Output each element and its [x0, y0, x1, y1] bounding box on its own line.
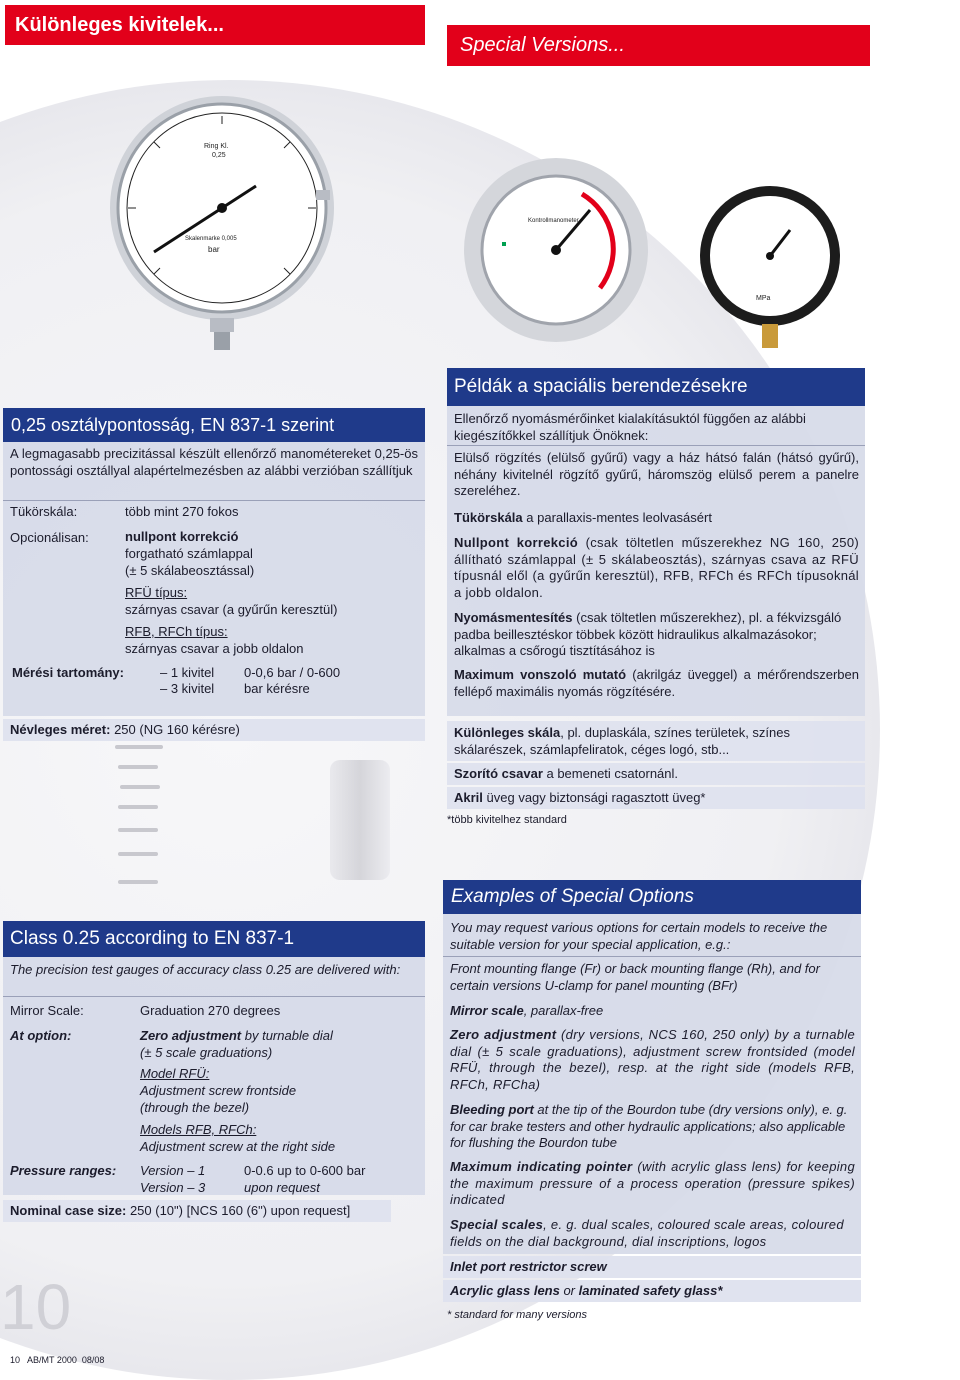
- hu-opt-rfb-text: szárnyas csavar a jobb oldalon: [125, 641, 304, 656]
- en-size-label: Nominal case size:: [10, 1203, 127, 1218]
- hu-opt-zero-line2: (± 5 skálabeosztással): [125, 563, 255, 578]
- en-right-item-bleeding: Bleeding port at the tip of the Bourdon tube (dry versions only), e. g. for car brake testers and other hydraulic applications; also applicable for flushing the Bourdon tube: [450, 1102, 848, 1150]
- en-opt-rfb-title: Models RFB, RFCh:: [140, 1122, 257, 1137]
- hu-opt-rfu-text: szárnyas csavar (a gyűrűn keresztül): [125, 602, 338, 617]
- hungarian-header: [5, 5, 425, 45]
- en-right-item-mirror: Mirror scale, parallax-free: [450, 1003, 604, 1018]
- hu-right-item-zero: Nullpont korrekció (csak töltetlen műszerekhez NG 160, 250) állítható számlappal (± 5 skálabeosztás), szárnyas csava az RFÜ típusnál elől (a gyűrűn keresztül), RFB, RFCh és RFCh típusoknál a jobb oldalon.: [454, 535, 860, 600]
- en-right-item-inlet: Inlet port restrictor screw: [450, 1259, 607, 1274]
- hu-range-label: Mérési tartomány:: [12, 665, 124, 680]
- hu-right-item-max-pointer: Maximum vonszoló mutató (akrilgáz üveggel) a mérőrendszerben fellépő maximális nyomás rögzítésére.: [454, 667, 859, 699]
- gauge1-unit-label: bar: [208, 245, 220, 254]
- gauge2-brand-label: Kontrollmanometer: [528, 218, 579, 224]
- en-right-item-mounting: Front mounting flange (Fr) or back mounting flange (Rh), and for certain versions U-clamp for panel mounting (BFr): [450, 961, 820, 993]
- hu-opt-zero-title: nullpont korrekció: [125, 529, 239, 544]
- en-range-value2: upon request: [244, 1180, 320, 1195]
- hu-opt-zero-line1: forgatható számlappal: [125, 546, 253, 561]
- gauge1-class-label: 0,25: [212, 152, 226, 159]
- hu-left-title: 0,25 osztálypontosság, EN 837-1 szerint: [11, 415, 335, 435]
- en-opt-rfu-line2: (through the bezel): [140, 1100, 250, 1115]
- en-range-label: Pressure ranges:: [10, 1163, 117, 1178]
- black-case-gauge-image: [698, 184, 842, 352]
- en-opt-rfb-text: Adjustment screw at the right side: [140, 1139, 336, 1154]
- en-range-version3: Version – 3: [140, 1180, 206, 1195]
- hu-range-version1: – 1 kivitel: [160, 665, 215, 680]
- en-size-value: 250 (10") [NCS 160 (6") upon request]: [126, 1203, 351, 1218]
- en-opt-rfu-line1: Adjustment screw frontside: [140, 1083, 297, 1098]
- flanged-gauge-image: [462, 156, 650, 344]
- hu-size-label: Névleges méret:: [10, 722, 111, 737]
- hu-size-value: 250 (NG 160 kérésre): [110, 722, 240, 737]
- en-right-title-bar: [443, 880, 861, 914]
- english-header: [447, 25, 870, 66]
- hungarian-header-title: Különleges kivitelek...: [15, 14, 224, 36]
- hu-right-item-bleeding: Nyomásmentesítés (csak töltetlen műszerekhez), pl. a fékvizsgáló padba beillesztéskor többek között hidraulikus alkalmazásokor; alkalmas a csőrogú tisztításához is: [454, 610, 842, 658]
- gauge3-unit-label: MPa: [756, 295, 771, 302]
- en-range-value1: 0-0.6 up to 0-600 bar: [244, 1163, 366, 1178]
- hu-right-item-clamp-screw: Szorító csavar a bemeneti csatornánl.: [454, 766, 679, 781]
- hu-right-divider: [447, 445, 865, 446]
- en-footnote: * standard for many versions: [447, 1309, 588, 1321]
- en-right-item-glass: Acrylic glass lens or laminated safety glass*: [450, 1283, 723, 1298]
- hu-right-item-special-scale: Különleges skála, pl. duplaskála, színes területek, színes skálarészek, számlapfeliratok, céges logó, stb...: [454, 725, 791, 757]
- gauge1-scale-label: Skalenmarke 0,005: [185, 236, 237, 242]
- en-right-item-zero: Zero adjustment (dry versions, NCS 160, 250 only) by a turnable dial (± 5 scale graduations), adjustment screw frontsided (model RFÜ, through the bezel), resp. at the right side (models RFB, RFCh, RFCha): [450, 1027, 855, 1092]
- en-right-title: Examples of Special Options: [451, 886, 694, 907]
- hu-range-version3: – 3 kivitel: [160, 681, 215, 696]
- en-mirror-value: Graduation 270 degrees: [140, 1003, 281, 1018]
- en-right-item-max-pointer: Maximum indicating pointer (with acrylic glass lens) for keeping the maximum pressure of a process operation (pressure spikes) indicated: [450, 1159, 855, 1207]
- en-left-panel: [3, 957, 425, 1195]
- en-opt-zero-line2: (± 5 scale graduations): [140, 1045, 273, 1060]
- en-right-intro: You may request various options for certain models to receive the suitable version for your special application, e.g.:: [450, 920, 828, 952]
- gauge1-top-label: Ring Kl.: [204, 143, 229, 150]
- en-right-divider: [443, 956, 861, 957]
- hu-right-item-glass: Akril üveg vagy biztonsági ragasztott üveg*: [454, 790, 706, 805]
- en-right-item-special-scales: Special scales, e. g. dual scales, coloured scale areas, coloured fields on the dial background, dial inscriptions, logos: [450, 1217, 844, 1249]
- hu-right-item-mirror: Tükörskála a parallaxis-mentes leolvasásért: [454, 510, 712, 525]
- hu-opt-rfb-title: RFB, RFCh típus:: [125, 624, 228, 639]
- en-range-version1: Version – 1: [140, 1163, 206, 1178]
- hu-right-title: Példák a spaciális berendezésekre: [454, 376, 748, 397]
- hu-right-title-bar: [447, 368, 865, 406]
- en-size-row: [10, 1203, 350, 1220]
- en-opt-rfu-title: Model RFÜ:: [140, 1066, 210, 1081]
- en-option-label: At option:: [10, 1028, 72, 1043]
- hu-right-intro: Ellenőrző nyomásmérőinket kialakításuktól függően az alábbi kiegészítőkkel szállítjuk Önöknek:: [454, 411, 806, 443]
- hu-footnote: *több kivitelhez standard: [447, 814, 567, 826]
- hu-left-title-bar: [3, 408, 425, 442]
- en-left-intro: The precision test gauges of accuracy class 0.25 are delivered with:: [10, 962, 401, 977]
- hu-range-value1: 0-0,6 bar / 0-600: [244, 665, 341, 680]
- hu-opt-rfu-title: RFÜ típus:: [125, 585, 188, 600]
- en-left-divider: [3, 996, 425, 997]
- precision-gauge-image: [80, 80, 380, 365]
- hu-range-value2: bar kérésre: [244, 681, 310, 696]
- hu-left-divider: [3, 500, 425, 501]
- page-footer-code: 10 AB/MT 2000 08/08: [10, 1355, 105, 1365]
- hu-right-item-mounting: Elülső rögzítés (elülső gyűrű) vagy a ház hátsó falán (hátsó gyűrű), néhány kivitelnél rögzítő gyűrű, háromszög elülső perem a panelre szereléhez.: [454, 450, 859, 498]
- hu-mirror-label: Tükörskála:: [10, 504, 78, 519]
- hu-option-label: Opcionálisan:: [10, 530, 89, 545]
- background-scale-number: 10: [0, 1271, 72, 1343]
- en-mirror-label: Mirror Scale:: [10, 1003, 84, 1018]
- en-opt-zero-line1: Zero adjustment by turnable dial: [140, 1028, 333, 1043]
- hu-size-row: [10, 722, 240, 739]
- english-header-title: Special Versions...: [460, 34, 625, 56]
- background-gauge-stem: [330, 760, 390, 880]
- en-left-title-bar: [3, 921, 425, 957]
- hu-mirror-value: több mint 270 fokos: [125, 504, 239, 519]
- hu-left-intro: A legmagasabb precizitással készült ellenőrző manométereket 0,25-ös pontossági osztállyal alapértelmezésben az alábbi verzióban szállítjuk: [10, 446, 418, 478]
- en-left-title: Class 0.25 according to EN 837-1: [10, 928, 295, 949]
